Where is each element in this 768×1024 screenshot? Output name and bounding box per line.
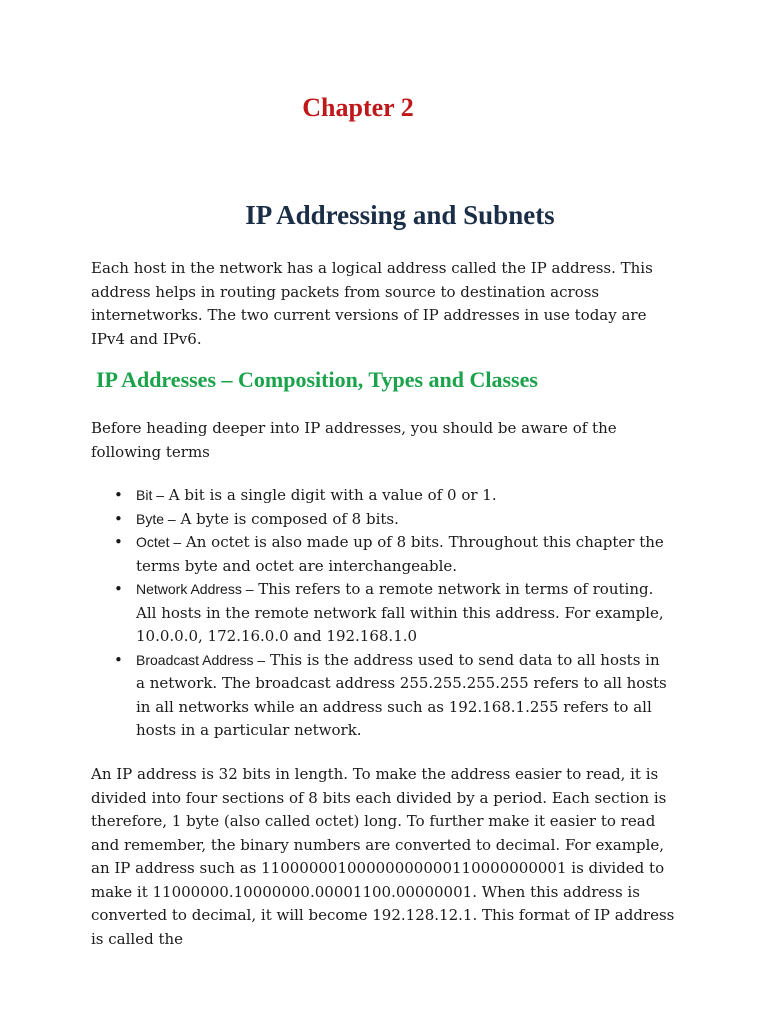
term-label: Bit – <box>136 487 165 503</box>
term-label: Byte – <box>136 510 176 527</box>
bullet-icon: • <box>114 533 123 551</box>
list-item <box>110 484 670 508</box>
list-item <box>110 649 670 743</box>
term-label: Broadcast Address – <box>136 651 266 668</box>
list-item <box>110 578 670 649</box>
list-item <box>110 508 670 532</box>
term-definition: An octet is also made up of 8 bits. Throughout this chapter the terms byte and octet are interchangeable. <box>136 533 664 575</box>
bullet-icon: • <box>114 486 123 504</box>
term-definition: A byte is composed of 8 bits. <box>175 509 399 528</box>
term-label: Octet – <box>136 534 182 550</box>
body-paragraph: An IP address is 32 bits in length. To make the address easier to read, it is divided into four sections of 8 bits each divided by a period. Each section is therefore, 1 byte (also called octet) long. To further make it easier to read and remember, the binary numbers are converted to decimal. For example, an IP address such as 11000000100000000000110000000001 is divided to make it 11000000.10000000.00001100.00000001. When this address is converted to decimal, it will become 192.128.12.1. This format of IP address is called the <box>91 765 675 948</box>
term-definition: This refers to a remote network in terms of routing. All hosts in the remote network fall within this address. For example, 10.0.0.0, 172.16.0.0 and 192.168.1.0 <box>136 580 664 645</box>
bullet-icon: • <box>114 650 123 669</box>
bullet-icon: • <box>114 580 123 598</box>
chapter-heading: Chapter 2 <box>302 93 414 122</box>
intro-paragraph: Each host in the network has a logical address called the IP address. This address helps in routing packets from source to destination across internetworks. The two current versions of IP addresses in use today are IPv4 and IPv6. <box>91 259 653 348</box>
list-item <box>110 531 670 578</box>
lead-paragraph: Before heading deeper into IP addresses, you should be aware of the following terms <box>91 419 617 461</box>
term-definition: A bit is a single digit with a value of 0 or 1. <box>164 486 497 504</box>
term-label: Network Address – <box>136 581 254 597</box>
section-heading: IP Addresses – Composition, Types and Classes <box>96 367 538 392</box>
bullet-icon: • <box>114 509 123 528</box>
page-title: IP Addressing and Subnets <box>245 200 555 230</box>
terms-list <box>110 484 670 743</box>
term-definition: This is the address used to send data to all hosts in a network. The broadcast address 255.255.255.255 refers to all hosts in all networks while an address such as 192.168.1.255 refers to all hosts in a particular network. <box>136 650 667 739</box>
